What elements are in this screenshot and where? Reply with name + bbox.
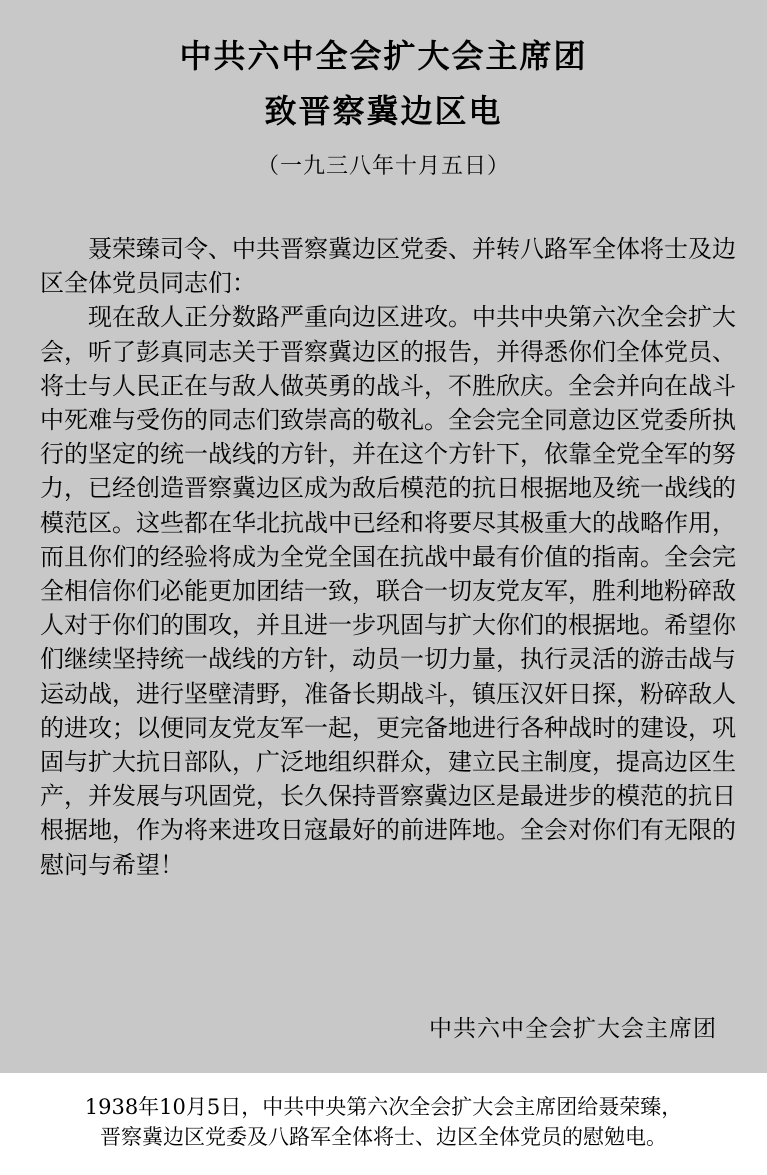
document-date: （一九三八年十月五日）: [256, 154, 510, 179]
document-title-line-1: 中共六中全会扩大会主席团: [179, 37, 588, 75]
document-body: [40, 232, 736, 882]
document-signature: 中共六中全会扩大会主席团: [429, 1016, 717, 1042]
caption-line-1: 1938年10月5日，中共中央第六次全会扩大会主席团给聂荣臻，: [84, 1095, 683, 1119]
photo-caption: [0, 1092, 767, 1152]
document-title-line-2: 致晋察冀边区电: [264, 92, 503, 130]
body-paragraph: 现在敌人正分数路严重向边区进攻。中共中央第六次全会扩大会，听了彭真同志关于晋察冀边区的报告，并得悉你们全体党员、将士与人民正在与敌人做英勇的战斗，不胜欣庆。全会并向在战斗中死难与受伤的同志们致崇高的敬礼。全会完全同意边区党委所执行的坚定的统一战线的方针，并在这个方针下，依靠全党全军的努力，已经创造晋察冀边区成为敌后模范的抗日根据地及统一战线的模范区。这些都在华北抗战中已经和将要尽其极重大的战略作用，而且你们的经验将成为全党全国在抗战中最有价值的指南。全会完全相信你们必能更加团结一致，联合一切友党友军，胜利地粉碎敌人对于你们的围攻，并且进一步巩固与扩大你们的根据地。希望你们继续坚持统一战线的方针，动员一切力量，执行灵活的游击战与运动战，进行坚壁清野，准备长期战斗，镇压汉奸日探，粉碎敌人的进攻；以便同友党友军一起，更完备地进行各种战时的建设，巩固与扩大抗日部队，广泛地组织群众，建立民主制度，提高边区生产，并发展与巩固党，长久保持晋察冀边区是最进步的模范的抗日根据地，作为将来进攻日寇最好的前进阵地。全会对你们有无限的慰问与希望！: [40, 303, 736, 879]
salutation-paragraph: 聂荣臻司令、中共晋察冀边区党委、并转八路军全体将士及边区全体党员同志们：: [40, 235, 736, 298]
caption-line-2: 晋察冀边区党委及八路军全体将士、边区全体党员的慰勉电。: [100, 1125, 667, 1149]
